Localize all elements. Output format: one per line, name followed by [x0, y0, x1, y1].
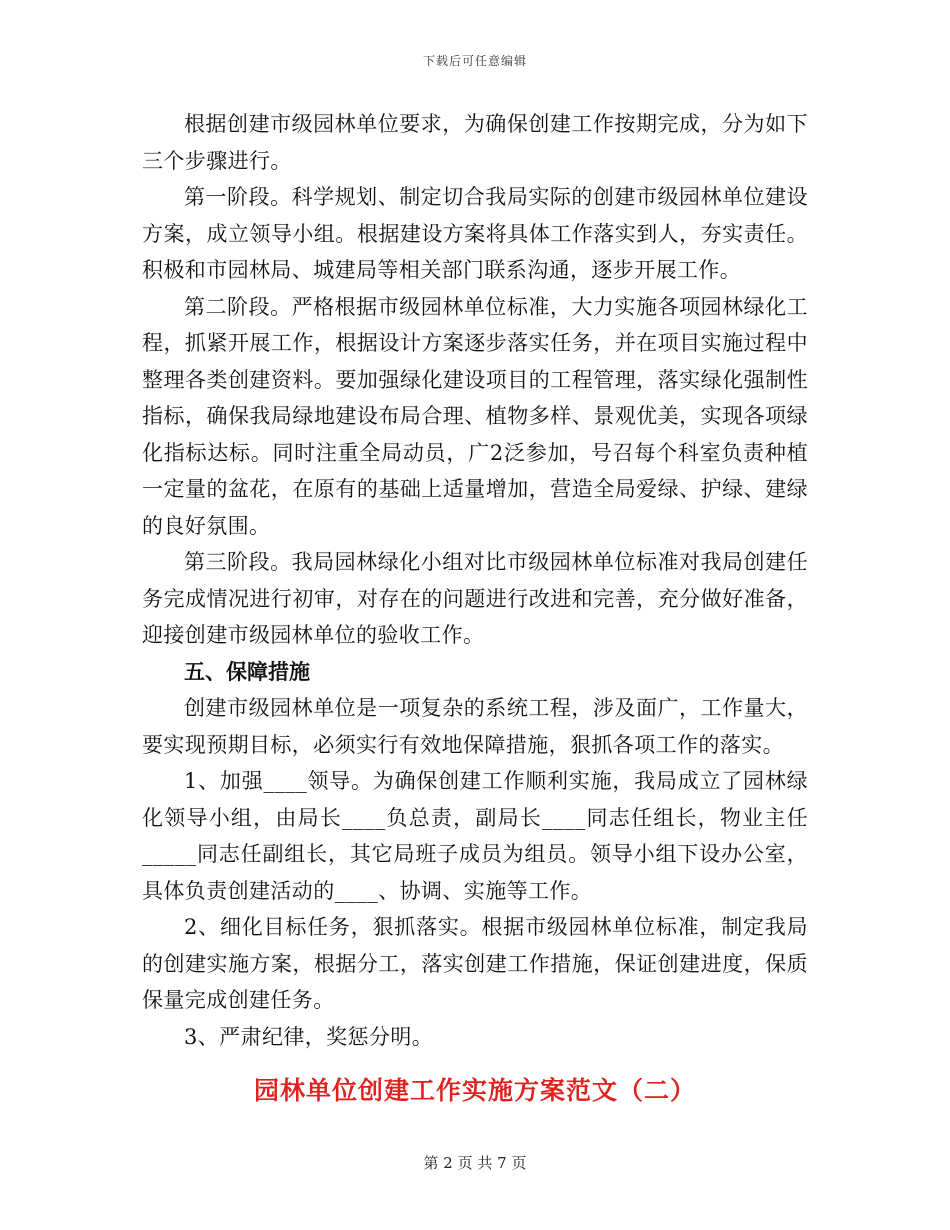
page-number: 第 2 页 共 7 页	[423, 1154, 527, 1172]
paragraph-item-2: 2、细化目标任务，狠抓落实。根据市级园林单位标准，制定我局的创建实施方案，根据分工，落实创建工作措施，保证创建进度，保质保量完成创建任务。	[142, 915, 808, 1012]
paragraph-phase-1: 第一阶段。科学规划、制定切合我局实际的创建市级园林单位建设方案，成立领导小组。根据建设方案将具体工作落实到人，夯实责任。积极和市园林局、城建局等相关部门联系沟通，逐步开展工作。	[142, 185, 808, 282]
document-body	[142, 106, 808, 1055]
section-heading-safeguards: 五、保障措施	[184, 659, 310, 684]
paragraph-item-3: 3、严肃纪律，奖惩分明。	[184, 1024, 434, 1049]
paragraph-phase-3: 第三阶段。我局园林绿化小组对比市级园林单位标准对我局创建任务完成情况进行初审，对存在的问题进行改进和完善，充分做好准备，迎接创建市级园林单位的验收工作。	[142, 550, 808, 647]
paragraph-safeguards-intro: 创建市级园林单位是一项复杂的系统工程，涉及面广，工作量大，要实现预期目标，必须实行有效地保障措施，狠抓各项工作的落实。	[142, 696, 808, 757]
paragraph-phase-2: 第二阶段。严格根据市级园林单位标准，大力实施各项园林绿化工程，抓紧开展工作，根据设计方案逐步落实任务，并在项目实施过程中整理各类创建资料。要加强绿化建设项目的工程管理，落实绿化强制性指标，确保我局绿地建设布局合理、植物多样、景观优美，实现各项绿化指标达标。同时注重全局动员，广2泛参加，号召每个科室负责种植一定量的盆花，在原有的基础上适量增加，营造全局爱绿、护绿、建绿的良好氛围。	[142, 294, 808, 538]
paragraph-intro: 根据创建市级园林单位要求，为确保创建工作按期完成，分为如下三个步骤进行。	[142, 112, 808, 173]
paragraph-item-1: 1、加强____领导。为确保创建工作顺利实施，我局成立了园林绿化领导小组，由局长____负总责，副局长____同志任组长，物业主任_____同志任副组长，其它局班子成员为组员。领导小组下设办公室，具体负责创建活动的____、协调、实施等工作。	[142, 769, 808, 903]
document-subtitle: 园林单位创建工作实施方案范文（二）	[253, 1076, 696, 1105]
page-header: 下载后可任意编辑	[422, 54, 527, 68]
